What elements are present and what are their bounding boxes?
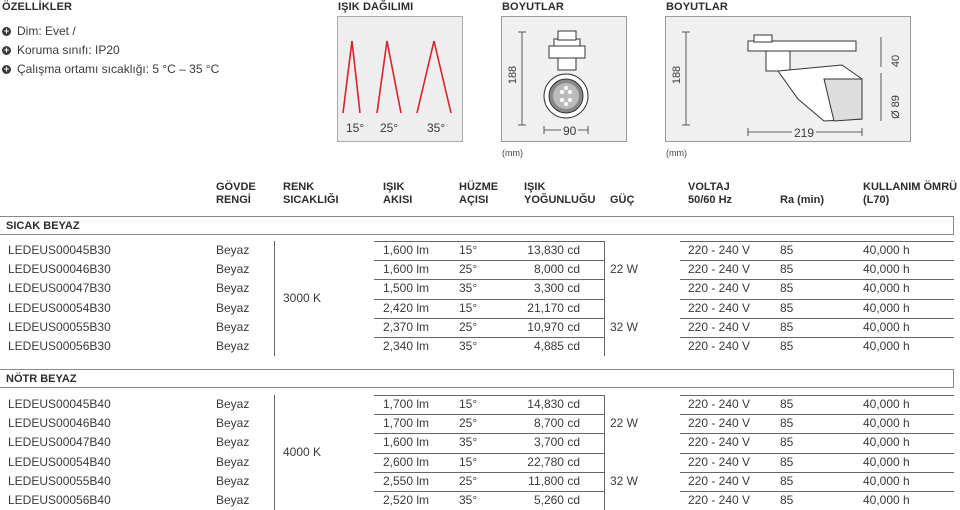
beam-angle: 25° bbox=[459, 262, 478, 277]
ra-value: 85 bbox=[780, 473, 794, 488]
body-color: Beyaz bbox=[216, 262, 250, 277]
intensity-value: 8,000 cd bbox=[533, 262, 580, 277]
plus-bullet-icon: + bbox=[3, 45, 10, 55]
ra-value: 85 bbox=[780, 339, 794, 353]
col-header-color-temp: RENK SICAKLIĞI bbox=[283, 181, 339, 206]
product-code: LEDEUS00055B30 bbox=[8, 319, 111, 334]
product-code: LEDEUS00045B40 bbox=[8, 397, 111, 411]
side-unit-label: (mm) bbox=[666, 148, 687, 158]
feature-dim: Dim: Evet / bbox=[17, 24, 76, 38]
column-divider bbox=[604, 241, 605, 356]
lumen-value: 1,600 lm bbox=[383, 243, 430, 257]
side-length-value: 219 bbox=[794, 126, 815, 140]
ra-value: 85 bbox=[780, 416, 794, 431]
beam-angle: 15° bbox=[459, 397, 478, 411]
lumen-value: 1,700 lm bbox=[383, 416, 430, 431]
product-code: LEDEUS00045B30 bbox=[8, 243, 111, 257]
group-header-warm-white: SICAK BEYAZ bbox=[0, 216, 954, 235]
row-divider bbox=[374, 299, 604, 300]
voltage-value: 220 - 240 V bbox=[688, 493, 751, 507]
beam-25-curve bbox=[377, 41, 401, 113]
product-code: LEDEUS00047B40 bbox=[8, 435, 111, 450]
lumen-value: 2,520 lm bbox=[383, 493, 430, 507]
voltage-value: 220 - 240 V bbox=[688, 243, 751, 257]
beam-angle: 15° bbox=[459, 454, 478, 469]
row-divider bbox=[680, 260, 954, 261]
column-divider bbox=[274, 241, 275, 356]
beam-angle: 25° bbox=[459, 319, 478, 334]
lifetime-value: 40,000 h bbox=[863, 243, 910, 257]
beam-angle: 35° bbox=[459, 339, 478, 353]
power-value-22w: 22 W bbox=[610, 262, 639, 277]
product-code: LEDEUS00054B30 bbox=[8, 300, 111, 315]
light-distribution-title: IŞIK DAĞILIMI bbox=[338, 1, 414, 13]
dimensions-front-panel bbox=[501, 16, 627, 142]
voltage-value: 220 - 240 V bbox=[688, 397, 751, 411]
dimensions-side-panel bbox=[665, 16, 911, 142]
row-divider bbox=[680, 318, 954, 319]
beam-label-15: 15° bbox=[346, 121, 365, 135]
body-color: Beyaz bbox=[216, 493, 250, 507]
intensity-value: 3,300 cd bbox=[533, 281, 580, 296]
row-divider bbox=[680, 472, 954, 473]
ra-value: 85 bbox=[780, 243, 794, 257]
voltage-value: 220 - 240 V bbox=[688, 319, 751, 334]
row-divider bbox=[374, 260, 604, 261]
light-distribution-panel bbox=[337, 16, 463, 142]
body-color: Beyaz bbox=[216, 454, 250, 469]
lumen-value: 2,370 lm bbox=[383, 319, 430, 334]
body-color: Beyaz bbox=[216, 397, 250, 411]
beam-label-35: 35° bbox=[427, 121, 446, 135]
body-color: Beyaz bbox=[216, 339, 250, 353]
lumen-value: 2,420 lm bbox=[383, 300, 430, 315]
row-divider bbox=[374, 491, 604, 492]
intensity-value: 4,885 cd bbox=[533, 339, 580, 353]
intensity-value: 5,260 cd bbox=[533, 493, 580, 507]
feature-item bbox=[2, 60, 219, 79]
lumen-value: 1,500 lm bbox=[383, 281, 430, 296]
row-divider bbox=[374, 433, 604, 434]
col-header-power: GÜÇ bbox=[610, 194, 635, 206]
intensity-value: 21,170 cd bbox=[527, 300, 580, 315]
front-unit-label: (mm) bbox=[502, 148, 523, 158]
body-color: Beyaz bbox=[216, 319, 250, 334]
ra-value: 85 bbox=[780, 435, 794, 450]
body-color: Beyaz bbox=[216, 243, 250, 257]
lumen-value: 1,700 lm bbox=[383, 397, 430, 411]
ra-value: 85 bbox=[780, 454, 794, 469]
product-code: LEDEUS00046B40 bbox=[8, 416, 111, 431]
beam-angle: 35° bbox=[459, 435, 478, 450]
row-divider bbox=[374, 395, 604, 396]
col-header-ra: Ra (min) bbox=[780, 194, 824, 206]
body-color: Beyaz bbox=[216, 300, 250, 315]
feature-item bbox=[2, 41, 219, 60]
row-divider bbox=[680, 299, 954, 300]
dimensions-side-title: BOYUTLAR bbox=[666, 1, 728, 13]
group-header-neutral-white: NÖTR BEYAZ bbox=[0, 369, 954, 388]
body-color: Beyaz bbox=[216, 435, 250, 450]
features-list bbox=[2, 22, 219, 79]
intensity-value: 22,780 cd bbox=[527, 454, 580, 469]
ra-value: 85 bbox=[780, 397, 794, 411]
col-header-voltage: VOLTAJ 50/60 Hz bbox=[688, 181, 733, 206]
ra-value: 85 bbox=[780, 493, 794, 507]
body-color: Beyaz bbox=[216, 473, 250, 488]
row-divider bbox=[374, 453, 604, 454]
ra-value: 85 bbox=[780, 262, 794, 277]
beam-label-25: 25° bbox=[380, 121, 399, 135]
front-width-value: 90 bbox=[563, 124, 577, 138]
intensity-value: 8,700 cd bbox=[533, 416, 580, 431]
product-code: LEDEUS00046B30 bbox=[8, 262, 111, 277]
side-diameter-value: Ø 89 bbox=[889, 95, 902, 119]
row-divider bbox=[374, 318, 604, 319]
body-color: Beyaz bbox=[216, 281, 250, 296]
lifetime-value: 40,000 h bbox=[863, 493, 910, 507]
col-header-beam-angle: HÜZME AÇISI bbox=[459, 181, 499, 206]
front-height-value: 188 bbox=[507, 65, 520, 85]
column-divider bbox=[604, 395, 605, 510]
product-code: LEDEUS00056B40 bbox=[8, 493, 111, 507]
lifetime-value: 40,000 h bbox=[863, 319, 910, 334]
product-code: LEDEUS00054B40 bbox=[8, 454, 111, 469]
feature-protection: Koruma sınıfı: IP20 bbox=[17, 43, 120, 57]
beam-15-curve bbox=[343, 41, 360, 113]
power-value-32w: 32 W bbox=[610, 473, 639, 488]
product-code: LEDEUS00055B40 bbox=[8, 473, 111, 488]
intensity-value: 13,830 cd bbox=[527, 243, 580, 257]
intensity-value: 14,830 cd bbox=[527, 397, 580, 411]
col-header-lumen: IŞIK AKISI bbox=[383, 181, 413, 206]
power-value-22w: 22 W bbox=[610, 416, 639, 431]
row-divider bbox=[374, 279, 604, 280]
voltage-value: 220 - 240 V bbox=[688, 281, 751, 296]
voltage-value: 220 - 240 V bbox=[688, 473, 751, 488]
col-header-body-color: GÖVDE RENGİ bbox=[216, 181, 256, 206]
voltage-value: 220 - 240 V bbox=[688, 262, 751, 277]
beam-35-curve bbox=[417, 41, 451, 113]
lifetime-value: 40,000 h bbox=[863, 300, 910, 315]
lifetime-value: 40,000 h bbox=[863, 339, 910, 353]
feature-temperature: Çalışma ortamı sıcaklığı: 5 °C – 35 °C bbox=[17, 62, 220, 76]
beam-angle: 15° bbox=[459, 300, 478, 315]
lifetime-value: 40,000 h bbox=[863, 454, 910, 469]
lumen-value: 1,600 lm bbox=[383, 435, 430, 450]
row-divider bbox=[680, 453, 954, 454]
row-divider bbox=[374, 472, 604, 473]
voltage-value: 220 - 240 V bbox=[688, 435, 751, 450]
row-divider bbox=[680, 241, 954, 242]
voltage-value: 220 - 240 V bbox=[688, 416, 751, 431]
product-code: LEDEUS00047B30 bbox=[8, 281, 111, 296]
lumen-value: 2,340 lm bbox=[383, 339, 430, 353]
color-temperature-value: 4000 K bbox=[283, 445, 322, 459]
col-header-lifetime: KULLANIM ÖMRÜ (L70) bbox=[863, 181, 958, 206]
lumen-value: 2,600 lm bbox=[383, 454, 430, 469]
intensity-value: 3,700 cd bbox=[533, 435, 580, 450]
beam-angle: 35° bbox=[459, 493, 478, 507]
col-header-intensity: IŞIK YOĞUNLUĞU bbox=[524, 181, 596, 206]
power-value-32w: 32 W bbox=[610, 319, 639, 334]
lifetime-value: 40,000 h bbox=[863, 473, 910, 488]
ra-value: 85 bbox=[780, 300, 794, 315]
plus-bullet-icon: + bbox=[3, 64, 10, 74]
features-title: ÖZELLİKLER bbox=[2, 1, 73, 13]
voltage-value: 220 - 240 V bbox=[688, 339, 751, 353]
row-divider bbox=[680, 491, 954, 492]
voltage-value: 220 - 240 V bbox=[688, 300, 751, 315]
row-divider bbox=[680, 337, 954, 338]
beam-angle: 25° bbox=[459, 416, 478, 431]
lifetime-value: 40,000 h bbox=[863, 416, 910, 431]
body-color: Beyaz bbox=[216, 416, 250, 431]
front-view-drawing bbox=[502, 17, 626, 141]
intensity-value: 11,800 cd bbox=[528, 473, 580, 488]
voltage-value: 220 - 240 V bbox=[688, 454, 751, 469]
plus-bullet-icon: + bbox=[3, 26, 10, 36]
row-divider bbox=[374, 337, 604, 338]
side-top-value: 40 bbox=[890, 54, 903, 68]
lumen-value: 2,550 lm bbox=[383, 473, 430, 488]
side-view-drawing bbox=[666, 17, 910, 141]
beam-angle: 35° bbox=[459, 281, 478, 296]
row-divider bbox=[680, 395, 954, 396]
beam-angle: 15° bbox=[459, 243, 478, 257]
row-divider bbox=[680, 414, 954, 415]
row-divider bbox=[374, 414, 604, 415]
ra-value: 85 bbox=[780, 319, 794, 334]
feature-item bbox=[2, 22, 219, 41]
intensity-value: 10,970 cd bbox=[527, 319, 580, 334]
lifetime-value: 40,000 h bbox=[863, 397, 910, 411]
color-temperature-value: 3000 K bbox=[283, 291, 322, 305]
lumen-value: 1,600 lm bbox=[383, 262, 430, 277]
lifetime-value: 40,000 h bbox=[863, 262, 910, 277]
lifetime-value: 40,000 h bbox=[863, 281, 910, 296]
lifetime-value: 40,000 h bbox=[863, 435, 910, 450]
row-divider bbox=[374, 241, 604, 242]
row-divider bbox=[680, 433, 954, 434]
side-height-value: 188 bbox=[671, 65, 684, 85]
dimensions-front-title: BOYUTLAR bbox=[502, 1, 564, 13]
column-divider bbox=[274, 395, 275, 510]
product-code: LEDEUS00056B30 bbox=[8, 339, 111, 353]
beam-angle: 25° bbox=[459, 473, 478, 488]
ra-value: 85 bbox=[780, 281, 794, 296]
row-divider bbox=[680, 279, 954, 280]
